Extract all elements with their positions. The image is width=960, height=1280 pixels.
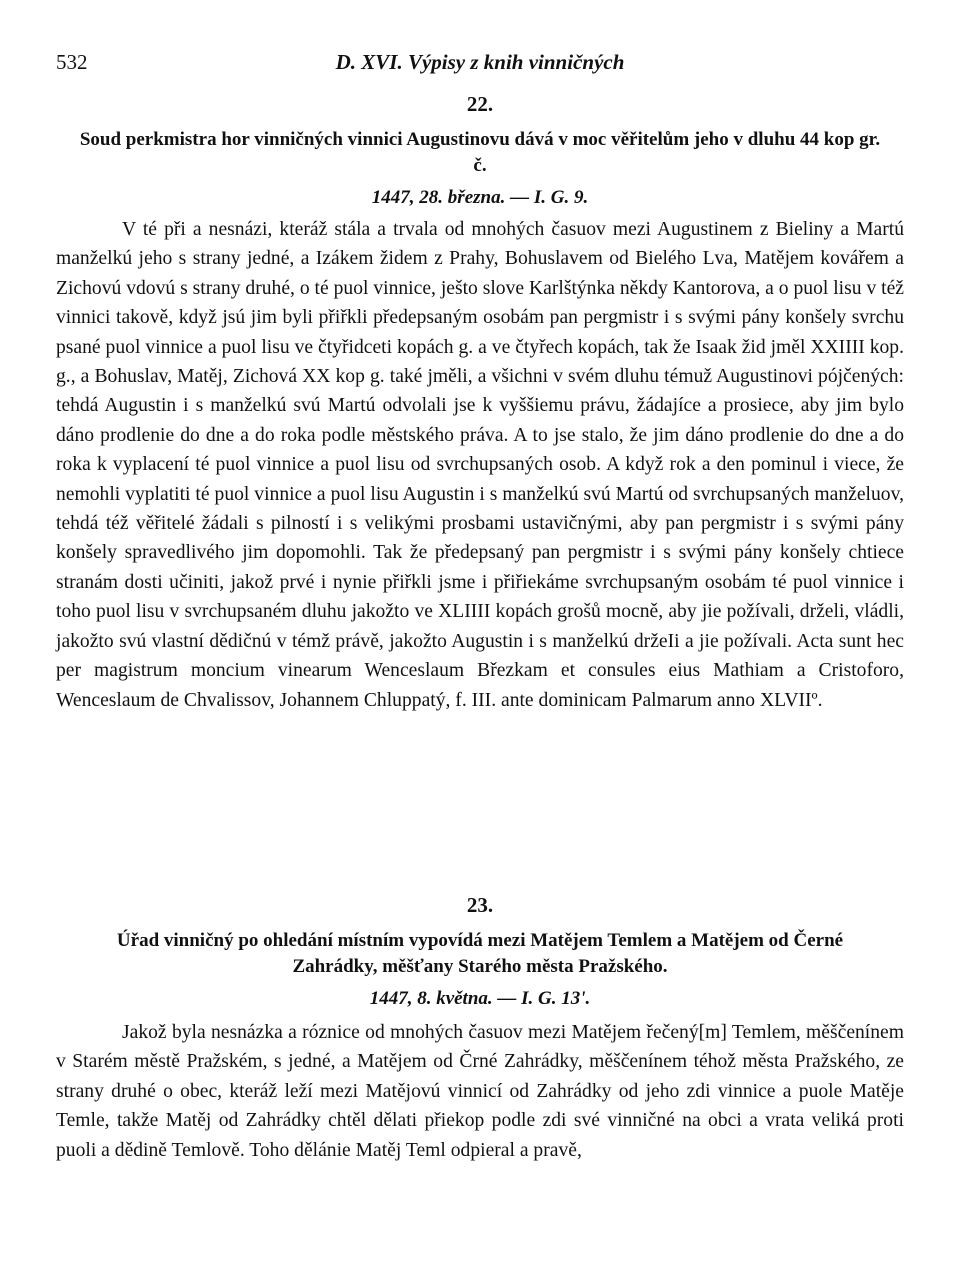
document-date: 1447, 8. května. — I. G. 13'. — [369, 988, 591, 1009]
paragraph: Jakož byla nesnázka a róznice od mnohých časuov mezi Matějem řečený[m] Temlem, měščenínem v Starém městě Pražském, s jedné, a Matějem od Črné Zahrádky, měščenínem téhož města Pražského, ze strany druhé o obec, kteráž leží mezi Matějovú vinnicí od Zahrádky od jeho zdi vinnice a puole Matěje Temle, takže Matěj od Zahrádky chtěl dělati přiekop podle zdi své vinničné na obci a vrata veliká proti puoli a dědině Temlově. Toho dělánie Matěj Teml odpieral a pravě, — [56, 1022, 904, 1161]
page-header — [56, 50, 904, 80]
document-text — [56, 215, 904, 715]
document-text — [56, 1018, 904, 1165]
document-summary: Úřad vinničný po ohledání místním vypovídá mezi Matějem Temlem a Matějem od Černé Zahrádky, měšťany Starého města Pražského. — [116, 930, 844, 977]
running-title: D. XVI. Výpisy z knih vinničných — [335, 50, 625, 74]
page-number: 532 — [56, 50, 88, 74]
paragraph: V té při a nesnázi, kteráž stála a trvala od mnohých časuov mezi Augustinem z Bieliny a Martú manželkú jeho s strany jedné, a Izákem židem z Prahy, Bohuslavem od Bielého Lva, Matějem kovářem a Zichovú vdovú s strany druhé, o té puol vinnice, ješto slove Karlštýnka někdy Kantorova, a o puol lisu v též vinnici takově, když jsú jim byli přiřkli předepsaným osobám pan pergmistr i s svými pány konšely svrchu psané puol vinnice a puol lisu ve čtyřidceti kopách g. a ve čtyřech kopách, tak že Isaak žid jměl XXIIII kop. g., a Bohuslav, Matěj, Zichová XX kop g. také jměli, a všichni v svém dluhu témuž Augustinovi pójčených: tehdá Augustin i s manželkú svú Martú odvolali jse k vyššiemu právu, žádajíce a prosiece, aby jim bylo dáno prodlenie do dne a do roka podle městského práva. A to jse stalo, že jim dáno prodlenie do dne a do roka k vyplacení té puol vinnice a puol lisu od svrchupsaných osob. A když rok a den pominul i viece, že nemohli vyplatiti té puol vinnice a puol lisu Augustin i s manželkú svú Martú od svrchupsaných manželuov, tehdá též věřitelé žádali s pilností i s velikými prosbami ustavičnými, aby pan pergmistr i s svými pány konšely spravedlivého jim dopomohli. Tak že předepsaný pan pergmistr i s svými pány konšely chtiece stranám dosti učiniti, jakož prvé i nynie přiřkli jsme i přiřiekáme svrchupsaným osobám té puol vinnice i toho puol lisu v svrchupsaném dluhu jakožto ve XLIIII kopách grošů mocně, aby jie požívali, drželi, vládli, jakožto svú vlastní dědičnú v témž právě, jakožto Augustin i s manželkú držeIi a jie požívali. Acta sunt hec per magistrum moncium vinearum Wenceslaum Březkam et consules eius Mathiam a Cristoforo, Wenceslaum de Chvalissov, Johannem Chluppatý, f. III. ante dominicam Palmarum anno XLVIIº. — [56, 219, 904, 711]
document-number: 22. — [466, 92, 494, 116]
document-22 — [56, 92, 904, 715]
document-23 — [56, 893, 904, 1165]
document-summary: Soud perkmistra hor vinničných vinnici Augustinovu dává v moc věřitelům jeho v dluhu 44 kop gr. č. — [79, 129, 881, 176]
document-date: 1447, 28. března. — I. G. 9. — [371, 187, 589, 208]
document-number: 23. — [466, 893, 494, 917]
